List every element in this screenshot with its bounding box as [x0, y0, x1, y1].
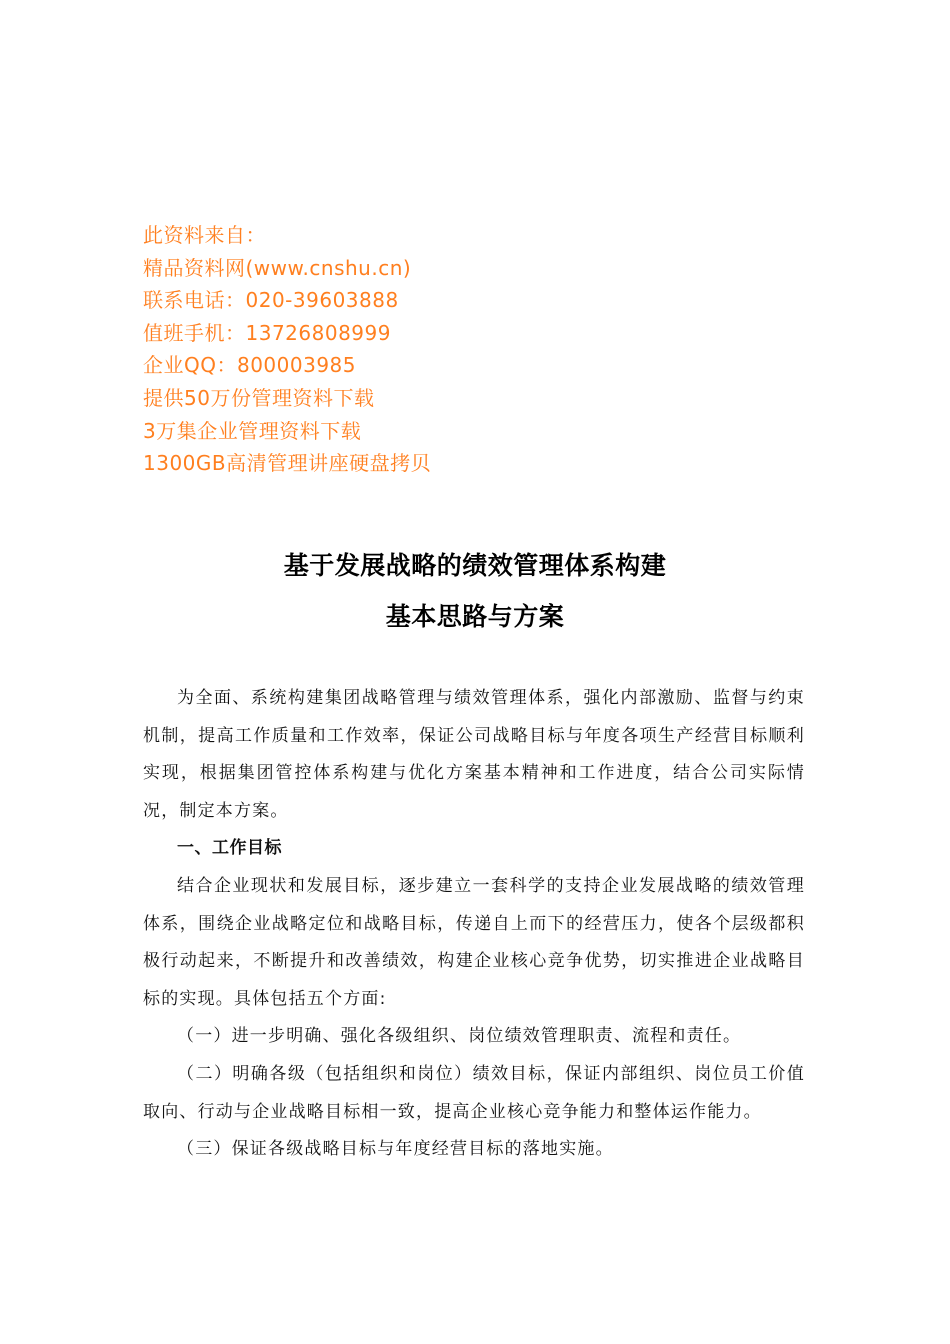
intro-paragraph: 为全面、系统构建集团战略管理与绩效管理体系，强化内部激励、监督与约束机制，提高工作质量和工作效率，保证公司战略目标与年度各项生产经营目标顺利实现，根据集团管控体系构建与优化方案基本精神和工作进度，结合公司实际情况，制定本方案。: [143, 688, 805, 821]
source-line-website: 精品资料网(www.cnshu.cn): [143, 255, 412, 280]
source-line-offer-2: 3万集企业管理资料下载: [143, 418, 362, 443]
goal-item-2: （二）明确各级（包括组织和岗位）绩效目标，保证内部组织、岗位员工价值取向、行动与企业战略目标相一致，提高企业核心竞争能力和整体运作能力。: [143, 1063, 805, 1122]
document-body: [143, 680, 805, 1169]
goals-paragraph: 结合企业现状和发展目标，逐步建立一套科学的支持企业发展战略的绩效管理体系，围绕企业战略定位和战略目标，传递自上而下的经营压力，使各个层级都积极行动起来，不断提升和改善绩效，构建企业核心竞争优势，切实推进企业战略目标的实现。具体包括五个方面:: [143, 875, 805, 1009]
source-line-qq: 企业QQ：800003985: [143, 353, 357, 378]
source-line-mobile: 值班手机：13726808999: [143, 320, 391, 345]
source-line-offer-1: 提供50万份管理资料下载: [143, 385, 375, 410]
document-subtitle: 基本思路与方案: [385, 602, 565, 631]
goal-item-3: （三）保证各级战略目标与年度经营目标的落地实施。: [177, 1139, 614, 1160]
document-title: 基于发展战略的绩效管理体系构建: [283, 551, 667, 580]
source-line-intro: 此资料来自：: [143, 223, 266, 247]
goal-item-1: （一）进一步明确、强化各级组织、岗位绩效管理职责、流程和责任。: [177, 1026, 742, 1047]
source-line-phone: 联系电话：020-39603888: [143, 288, 399, 313]
source-info-block: [143, 219, 663, 480]
section-heading-work-goals: 一、工作目标: [177, 838, 282, 859]
source-line-offer-3: 1300GB高清管理讲座硬盘拷贝: [143, 451, 432, 476]
